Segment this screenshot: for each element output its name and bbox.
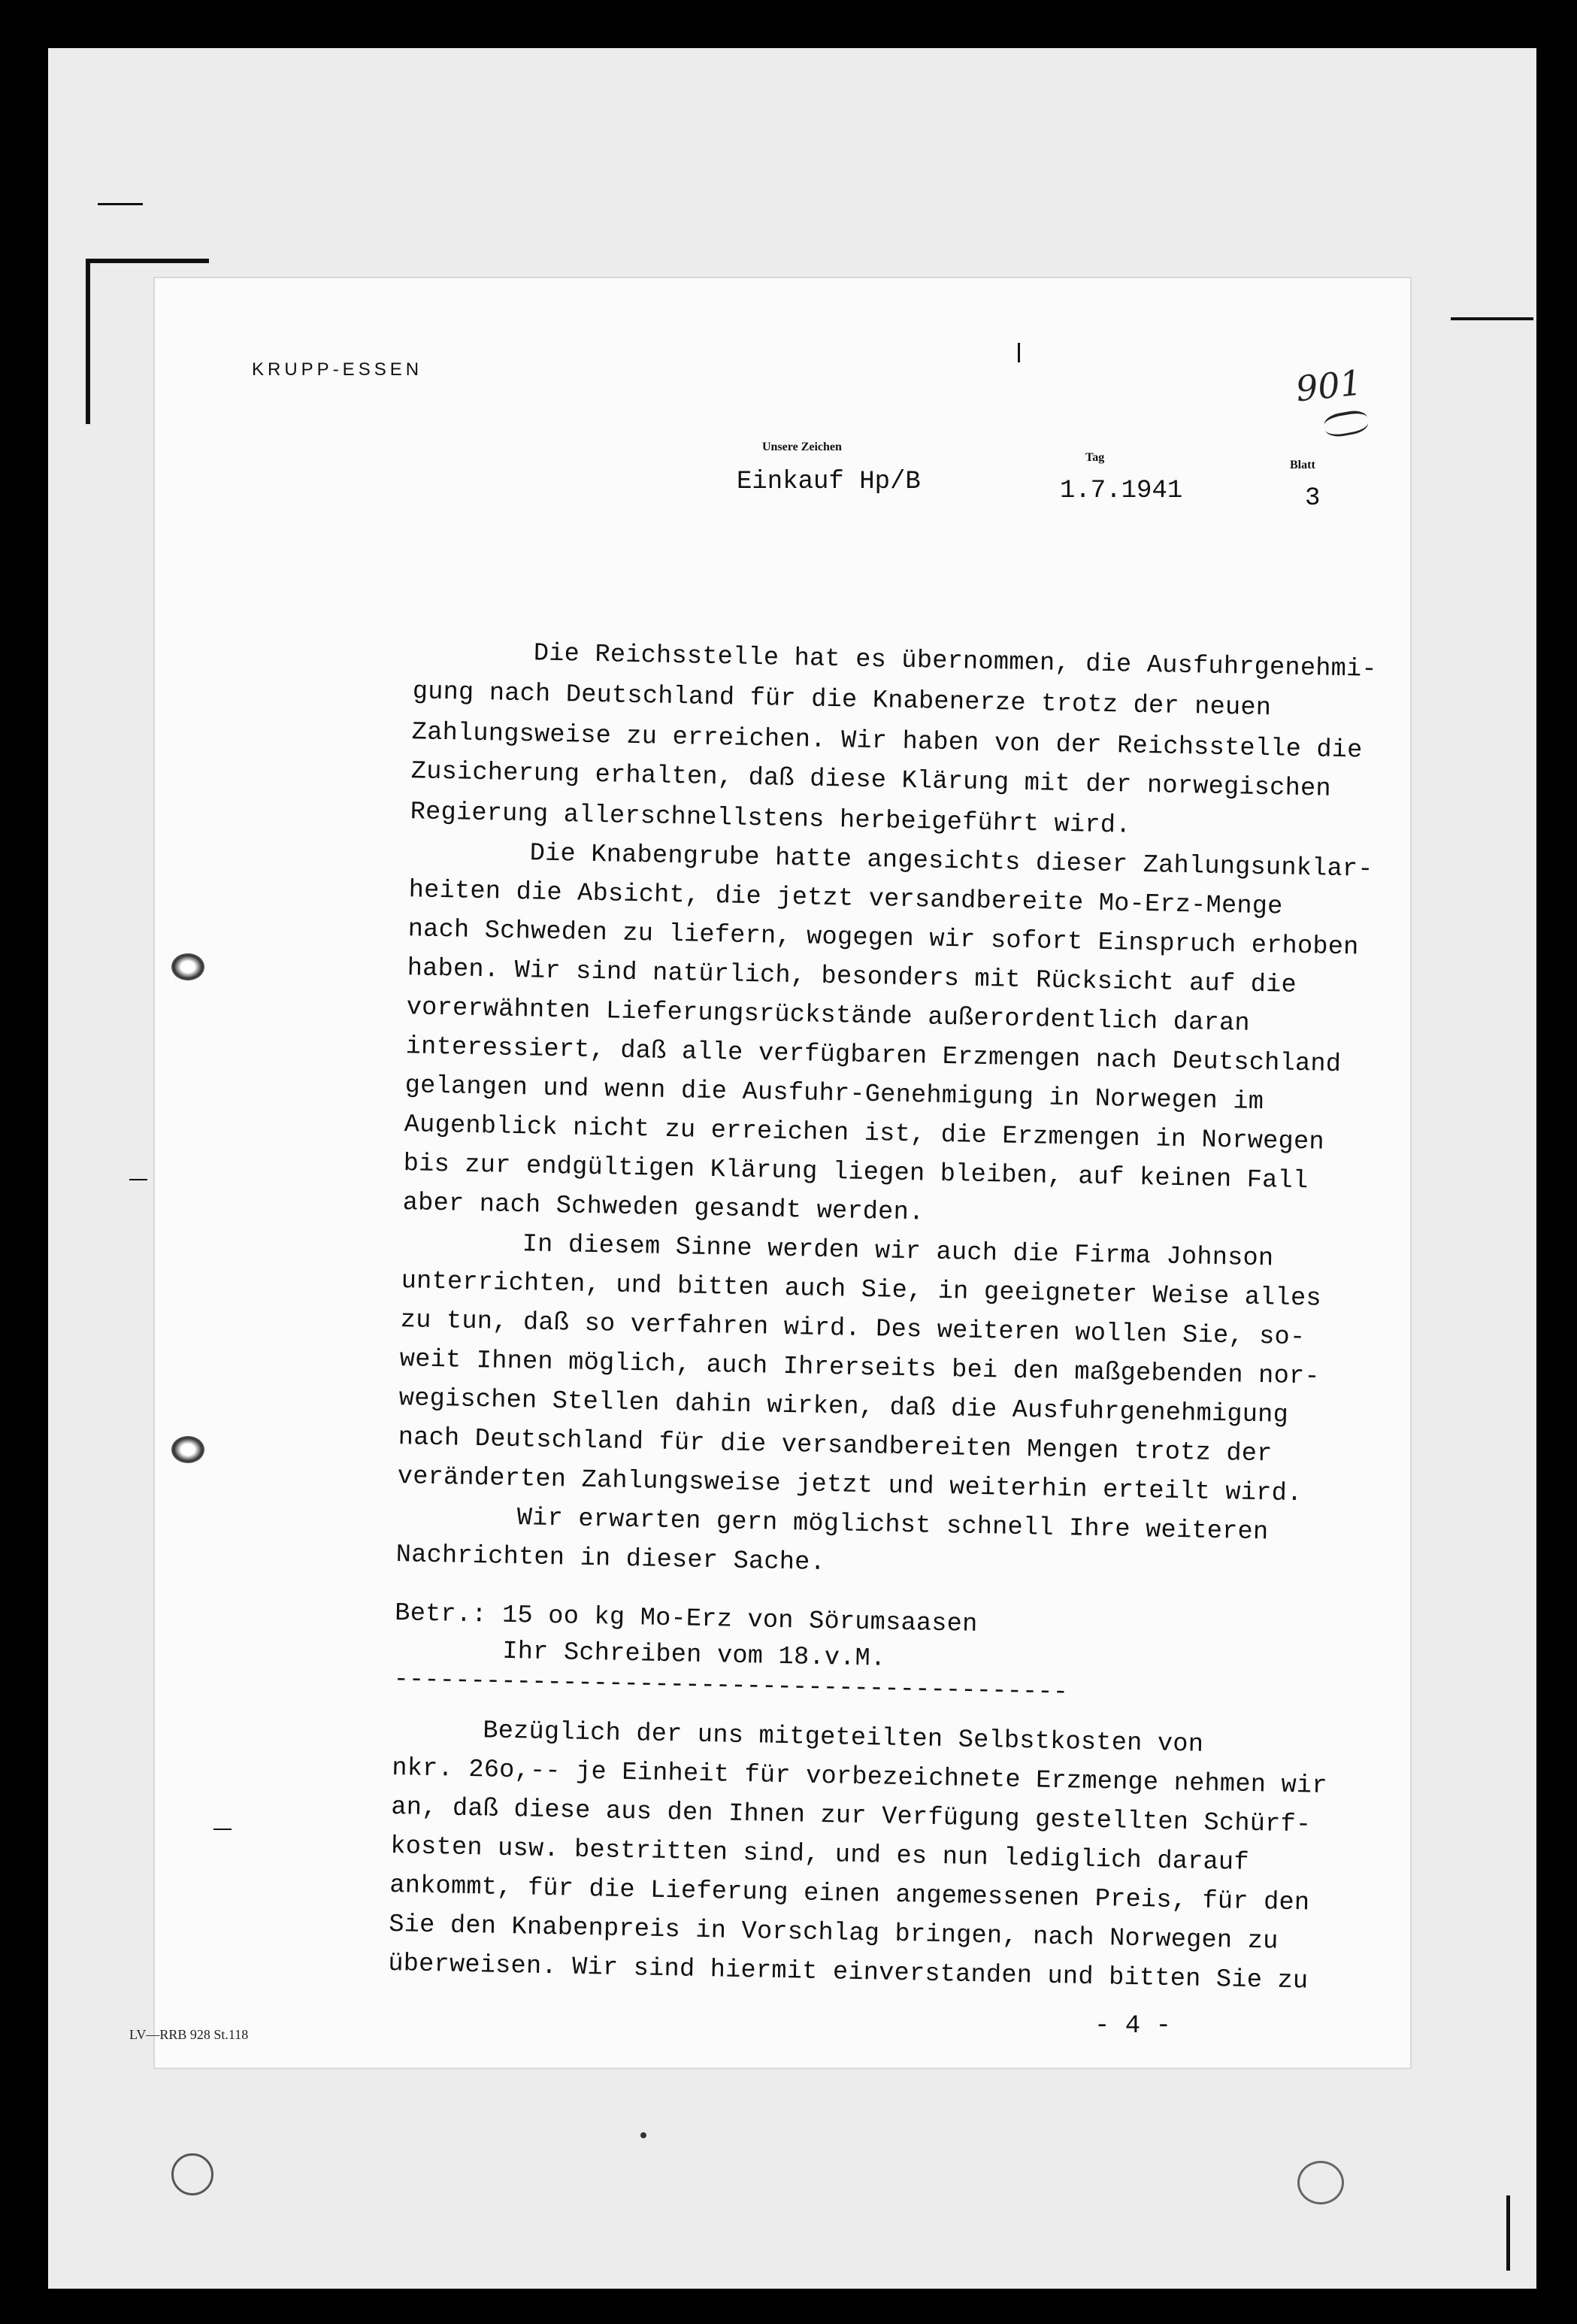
body-line: nach Deutschland für die versandbereiten Mengen trotz der (398, 1423, 1273, 1469)
body-line: weit Ihnen möglich, auch Ihrerseits bei den maßgebenden nor- (399, 1345, 1321, 1392)
body-line: aber nach Schweden gesandt werden. (402, 1189, 925, 1228)
body-line: Augenblick nicht zu erreichen ist, die Erzmengen in Norwegen (404, 1110, 1325, 1157)
body-line: wegischen Stellen dahin wirken, daß die Ausfuhrgenehmigung (398, 1384, 1289, 1430)
form-code: LV—RRB 928 St.118 (129, 2027, 249, 2042)
body-line: ankommt, für die Lieferung einen angemessenen Preis, für den (389, 1871, 1310, 1918)
letterhead: KRUPP-ESSEN (252, 359, 423, 380)
body-line: veränderten Zahlungsweise jetzt und weiterhin erteilt wird. (397, 1462, 1303, 1509)
body-line: an, daß diese aus den Ihnen zur Verfügung gestellten Schürf- (391, 1793, 1312, 1840)
body-line: Sie den Knabenpreis in Vorschlag bringen, nach Norwegen zu (389, 1910, 1279, 1956)
body-line: kosten usw. bestritten sind, und es nun lediglich darauf (390, 1832, 1250, 1877)
handwritten-number: 901 (1294, 362, 1364, 410)
subject-line: Betr.: 15 oo kg Mo-Erz von Sörumsaasen (394, 1599, 978, 1639)
subject-rule: -------------------------------------------- (393, 1665, 1069, 1707)
film-dot (640, 2132, 646, 2138)
subject-line: Ihr Schreiben vom 18.v.M. (502, 1637, 886, 1674)
body-line: nkr. 26o,-- je Einheit für vorbezeichnete Erzmenge nehmen wir (392, 1754, 1328, 1801)
zeichen-label: Unsere Zeichen (762, 441, 842, 453)
body-line: überweisen. Wir sind hiermit einverstanden und bitten Sie zu (388, 1949, 1309, 1996)
tag-value: 1.7.1941 (1060, 477, 1183, 505)
body-line: vorerwähnten Lieferungsrückstände außerordentlich daran (406, 993, 1251, 1038)
body-line: Die Knabengrube hatte angesichts dieser Zahlungsunklar- (529, 839, 1374, 884)
body-line: heiten die Absicht, die jetzt versandbereite Mo-Erz-Menge (408, 876, 1283, 922)
body-line: nach Schweden zu liefern, wogegen wir sofort Einspruch erhoben (407, 915, 1359, 962)
zeichen-value: Einkauf Hp/B (737, 468, 921, 496)
body-line: Bezüglich der uns mitgeteilten Selbstkosten von (482, 1716, 1204, 1759)
body-line: zu tun, daß so verfahren wird. Des weiteren wollen Sie, so- (400, 1306, 1306, 1353)
page-number: - 4 - (1094, 2012, 1172, 2041)
body-line: In diesem Sinne werden wir auch die Firma Johnson (522, 1230, 1274, 1274)
film-circle-mark (171, 2153, 213, 2195)
body-line: gelangen und wenn die Ausfuhr-Genehmigung in Norwegen im (404, 1071, 1264, 1117)
body-line: unterrichten, und bitten auch Sie, in geeigneter Weise alles (401, 1267, 1322, 1313)
tag-label: Tag (1085, 451, 1105, 464)
body-line: haben. Wir sind natürlich, besonders mit Rücksicht auf die (407, 954, 1297, 1000)
blatt-label: Blatt (1290, 459, 1315, 471)
body-line: Wir erwarten gern möglichst schnell Ihre weiteren (516, 1504, 1269, 1547)
body-line: bis zur endgültigen Klärung liegen bleiben, auf keinen Fall (403, 1150, 1309, 1196)
body-line: gung nach Deutschland für die Knabenerze trotz der neuen (412, 677, 1272, 723)
body-line: interessiert, daß alle verfügbaren Erzmengen nach Deutschland (405, 1032, 1342, 1080)
body-line: Zahlungsweise zu erreichen. Wir haben von der Reichsstelle die (411, 718, 1363, 765)
body-line: Regierung allerschnellstens herbeigeführt wird. (410, 798, 1131, 841)
body-line: Nachrichten in dieser Sache. (395, 1541, 826, 1578)
blatt-value: 3 (1305, 484, 1321, 513)
film-circle-mark (1297, 2161, 1344, 2204)
body-line: Zusicherung erhalten, daß diese Klärung mit der norwegischen (410, 757, 1332, 804)
body-line: Die Reichsstelle hat es übernommen, die Ausfuhrgenehmi- (533, 639, 1378, 684)
